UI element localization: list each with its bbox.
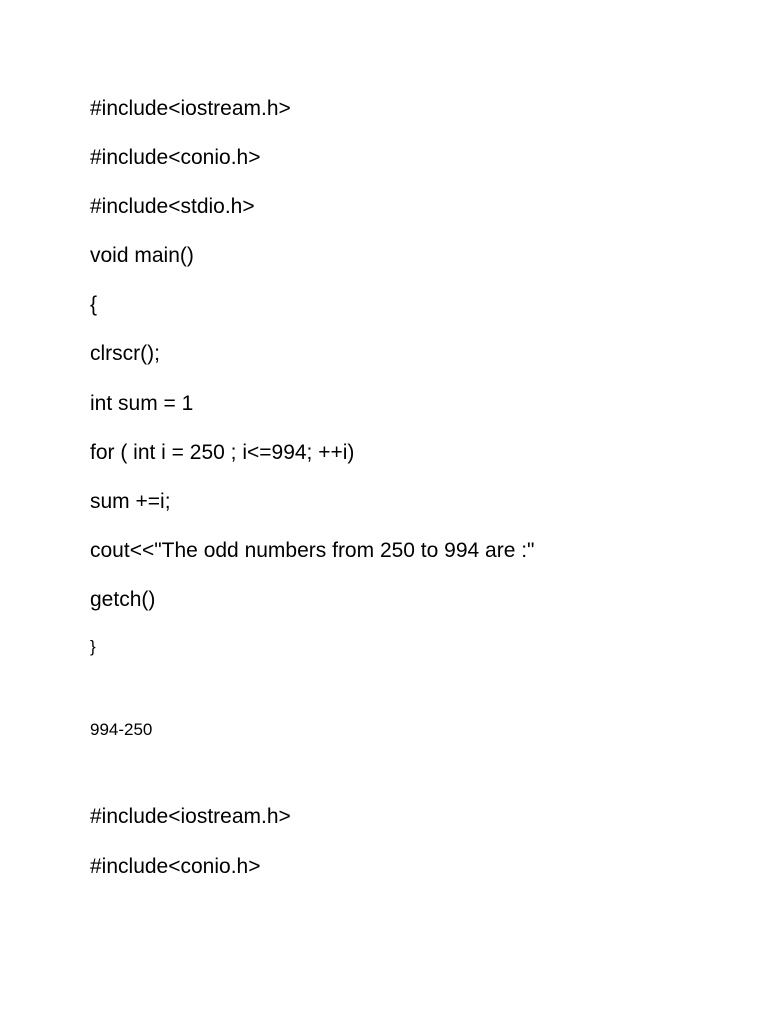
- code-line: getch(): [90, 588, 156, 611]
- code-line: #include<iostream.h>: [90, 805, 291, 828]
- code-line: #include<iostream.h>: [90, 97, 291, 120]
- code-line: sum +=i;: [90, 490, 171, 513]
- code-line: }: [90, 637, 96, 656]
- code-line: clrscr();: [90, 342, 160, 365]
- code-line: #include<conio.h>: [90, 146, 261, 169]
- code-line: int sum = 1: [90, 392, 194, 415]
- code-line: {: [90, 293, 98, 316]
- code-line: cout<<"The odd numbers from 250 to 994 are :": [90, 539, 535, 562]
- code-line: #include<stdio.h>: [90, 195, 255, 218]
- expression-line: 994-250: [90, 720, 153, 739]
- code-line: void main(): [90, 244, 194, 267]
- code-line: #include<conio.h>: [90, 855, 261, 878]
- code-line: for ( int i = 250 ; i<=994; ++i): [90, 441, 355, 464]
